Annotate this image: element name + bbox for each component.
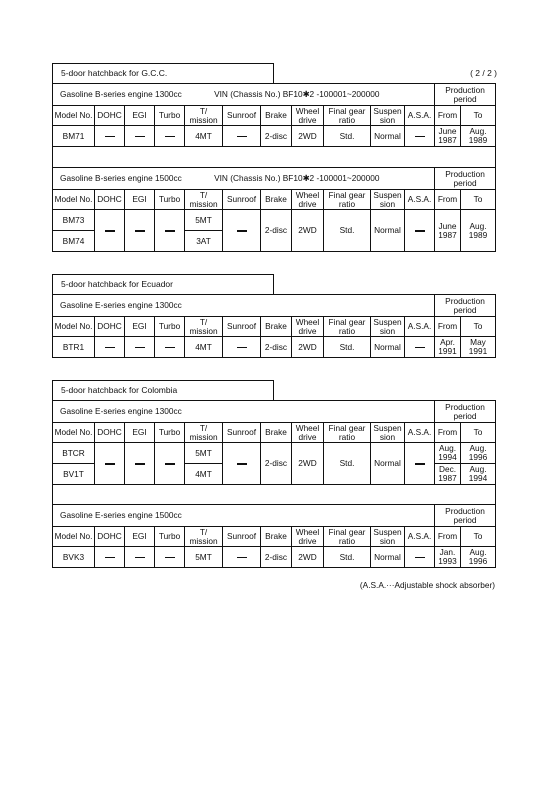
col-from: From xyxy=(435,190,461,210)
col-egi: EGI xyxy=(125,190,155,210)
from-cell: Aug. 1994 xyxy=(435,443,461,464)
col-brake: Brake xyxy=(261,106,292,126)
col-from: From xyxy=(435,423,461,443)
drive-cell: 2WD xyxy=(292,443,324,485)
drive-cell: 2WD xyxy=(292,337,324,358)
engine-group-title xyxy=(53,505,435,527)
col-wheel-drive: Wheel drive xyxy=(292,190,324,210)
model-cell: BTR1 xyxy=(53,337,95,358)
col-to: To xyxy=(461,423,496,443)
col-from: From xyxy=(435,317,461,337)
col-suspension: Suspen sion xyxy=(371,317,405,337)
gear-cell: Std. xyxy=(324,443,371,485)
sunroof-cell xyxy=(223,210,261,252)
from-cell: June 1987 xyxy=(435,126,461,147)
col-dohc: DOHC xyxy=(95,317,125,337)
table-row xyxy=(53,443,496,464)
col-wheel-drive: Wheel drive xyxy=(292,423,324,443)
brake-cell: 2-disc xyxy=(261,210,292,252)
engine-label: Gasoline E-series engine 1500cc xyxy=(60,510,182,521)
asa-cell xyxy=(405,126,435,147)
table-row xyxy=(53,210,496,231)
col-turbo: Turbo xyxy=(155,190,185,210)
col-model: Model No. xyxy=(53,106,95,126)
table-row xyxy=(53,547,496,568)
col-to: To xyxy=(461,106,496,126)
col-egi: EGI xyxy=(125,106,155,126)
gear-cell: Std. xyxy=(324,210,371,252)
section-title-gcc: 5-door hatchback for G.C.C. xyxy=(52,63,274,83)
column-header-row xyxy=(53,190,496,210)
dohc-cell xyxy=(95,126,125,147)
transmission-cell: 3AT xyxy=(185,231,223,252)
turbo-cell xyxy=(155,547,185,568)
from-cell: Dec. 1987 xyxy=(435,464,461,485)
suspension-cell: Normal xyxy=(371,126,405,147)
turbo-cell xyxy=(155,337,185,358)
transmission-cell: 4MT xyxy=(185,337,223,358)
drive-cell: 2WD xyxy=(292,210,324,252)
model-cell: BM74 xyxy=(53,231,95,252)
table-row xyxy=(53,126,496,147)
col-model: Model No. xyxy=(53,190,95,210)
model-cell: BM73 xyxy=(53,210,95,231)
col-model: Model No. xyxy=(53,527,95,547)
col-suspension: Suspen sion xyxy=(371,527,405,547)
engine-label: Gasoline B-series engine 1300cc xyxy=(60,89,182,100)
engine-label: Gasoline B-series engine 1500cc xyxy=(60,173,182,184)
sunroof-cell xyxy=(223,337,261,358)
engine-label: Gasoline E-series engine 1300cc xyxy=(60,300,182,311)
transmission-cell: 4MT xyxy=(185,464,223,485)
col-turbo: Turbo xyxy=(155,423,185,443)
col-brake: Brake xyxy=(261,527,292,547)
transmission-cell: 4MT xyxy=(185,126,223,147)
col-turbo: Turbo xyxy=(155,317,185,337)
production-period-header: Production period xyxy=(435,168,496,190)
egi-cell xyxy=(125,126,155,147)
col-to: To xyxy=(461,190,496,210)
asa-cell xyxy=(405,210,435,252)
suspension-cell: Normal xyxy=(371,443,405,485)
column-header-row xyxy=(53,317,496,337)
production-period-header: Production period xyxy=(435,401,496,423)
engine-group-title xyxy=(53,84,435,106)
dohc-cell xyxy=(95,547,125,568)
col-sunroof: Sunroof xyxy=(223,106,261,126)
egi-cell xyxy=(125,443,155,485)
engine-group-title xyxy=(53,401,435,423)
col-final-gear: Final gear ratio xyxy=(324,317,371,337)
brake-cell: 2-disc xyxy=(261,126,292,147)
col-asa: A.S.A. xyxy=(405,317,435,337)
asa-cell xyxy=(405,547,435,568)
turbo-cell xyxy=(155,126,185,147)
brake-cell: 2-disc xyxy=(261,547,292,568)
col-dohc: DOHC xyxy=(95,423,125,443)
col-turbo: Turbo xyxy=(155,106,185,126)
col-model: Model No. xyxy=(53,423,95,443)
footnote-asa: (A.S.A.···Adjustable shock absorber) xyxy=(359,580,495,590)
col-suspension: Suspen sion xyxy=(371,106,405,126)
spacer-row xyxy=(53,485,496,505)
col-egi: EGI xyxy=(125,423,155,443)
col-sunroof: Sunroof xyxy=(223,317,261,337)
col-final-gear: Final gear ratio xyxy=(324,423,371,443)
section-title-ecuador: 5-door hatchback for Ecuador xyxy=(52,274,274,294)
brake-cell: 2-disc xyxy=(261,443,292,485)
col-sunroof: Sunroof xyxy=(223,190,261,210)
brake-cell: 2-disc xyxy=(261,337,292,358)
col-brake: Brake xyxy=(261,423,292,443)
col-suspension: Suspen sion xyxy=(371,423,405,443)
col-asa: A.S.A. xyxy=(405,527,435,547)
asa-cell xyxy=(405,337,435,358)
col-dohc: DOHC xyxy=(95,527,125,547)
to-cell: Aug. 1996 xyxy=(461,443,496,464)
model-cell: BTCR xyxy=(53,443,95,464)
engine-group-title xyxy=(53,168,435,190)
spacer-row xyxy=(53,147,496,168)
egi-cell xyxy=(125,210,155,252)
col-final-gear: Final gear ratio xyxy=(324,527,371,547)
drive-cell: 2WD xyxy=(292,547,324,568)
col-asa: A.S.A. xyxy=(405,190,435,210)
sunroof-cell xyxy=(223,443,261,485)
dohc-cell xyxy=(95,337,125,358)
col-final-gear: Final gear ratio xyxy=(324,106,371,126)
col-dohc: DOHC xyxy=(95,190,125,210)
transmission-cell: 5MT xyxy=(185,443,223,464)
col-wheel-drive: Wheel drive xyxy=(292,317,324,337)
transmission-cell: 5MT xyxy=(185,210,223,231)
column-header-row xyxy=(53,106,496,126)
dohc-cell xyxy=(95,210,125,252)
suspension-cell: Normal xyxy=(371,337,405,358)
col-sunroof: Sunroof xyxy=(223,423,261,443)
col-transmission: T/ mission xyxy=(185,527,223,547)
gear-cell: Std. xyxy=(324,547,371,568)
col-to: To xyxy=(461,317,496,337)
column-header-row xyxy=(53,423,496,443)
spec-table-gcc xyxy=(52,83,496,252)
col-egi: EGI xyxy=(125,527,155,547)
col-wheel-drive: Wheel drive xyxy=(292,106,324,126)
from-cell: Apr. 1991 xyxy=(435,337,461,358)
to-cell: Aug. 1996 xyxy=(461,547,496,568)
gear-cell: Std. xyxy=(324,126,371,147)
col-transmission: T/ mission xyxy=(185,106,223,126)
sunroof-cell xyxy=(223,547,261,568)
col-brake: Brake xyxy=(261,317,292,337)
col-from: From xyxy=(435,106,461,126)
to-cell: Aug. 1994 xyxy=(461,464,496,485)
col-egi: EGI xyxy=(125,317,155,337)
production-period-header: Production period xyxy=(435,84,496,106)
spec-table-colombia xyxy=(52,400,496,568)
production-period-header: Production period xyxy=(435,295,496,317)
col-dohc: DOHC xyxy=(95,106,125,126)
column-header-row xyxy=(53,527,496,547)
col-from: From xyxy=(435,527,461,547)
col-asa: A.S.A. xyxy=(405,106,435,126)
drive-cell: 2WD xyxy=(292,126,324,147)
col-brake: Brake xyxy=(261,190,292,210)
to-cell: Aug. 1989 xyxy=(461,210,496,252)
turbo-cell xyxy=(155,443,185,485)
col-wheel-drive: Wheel drive xyxy=(292,527,324,547)
egi-cell xyxy=(125,547,155,568)
page-number: ( 2 / 2 ) xyxy=(470,68,497,78)
col-sunroof: Sunroof xyxy=(223,527,261,547)
egi-cell xyxy=(125,337,155,358)
table-row xyxy=(53,337,496,358)
col-model: Model No. xyxy=(53,317,95,337)
to-cell: Aug. 1989 xyxy=(461,126,496,147)
dohc-cell xyxy=(95,443,125,485)
col-transmission: T/ mission xyxy=(185,423,223,443)
col-final-gear: Final gear ratio xyxy=(324,190,371,210)
vin-label: VIN (Chassis No.) BF10✱2 -100001~200000 xyxy=(214,89,380,100)
col-asa: A.S.A. xyxy=(405,423,435,443)
col-transmission: T/ mission xyxy=(185,317,223,337)
spec-table-ecuador xyxy=(52,294,496,358)
transmission-cell: 5MT xyxy=(185,547,223,568)
sunroof-cell xyxy=(223,126,261,147)
engine-label: Gasoline E-series engine 1300cc xyxy=(60,406,182,417)
asa-cell xyxy=(405,443,435,485)
section-title-colombia: 5-door hatchback for Colombia xyxy=(52,380,274,400)
production-period-header: Production period xyxy=(435,505,496,527)
to-cell: May 1991 xyxy=(461,337,496,358)
from-cell: Jan. 1993 xyxy=(435,547,461,568)
suspension-cell: Normal xyxy=(371,210,405,252)
suspension-cell: Normal xyxy=(371,547,405,568)
model-cell: BV1T xyxy=(53,464,95,485)
engine-group-title xyxy=(53,295,435,317)
model-cell: BM71 xyxy=(53,126,95,147)
turbo-cell xyxy=(155,210,185,252)
from-cell: June 1987 xyxy=(435,210,461,252)
col-turbo: Turbo xyxy=(155,527,185,547)
col-to: To xyxy=(461,527,496,547)
col-suspension: Suspen sion xyxy=(371,190,405,210)
gear-cell: Std. xyxy=(324,337,371,358)
col-transmission: T/ mission xyxy=(185,190,223,210)
vin-label: VIN (Chassis No.) BF10✱2 -100001~200000 xyxy=(214,173,380,184)
model-cell: BVK3 xyxy=(53,547,95,568)
